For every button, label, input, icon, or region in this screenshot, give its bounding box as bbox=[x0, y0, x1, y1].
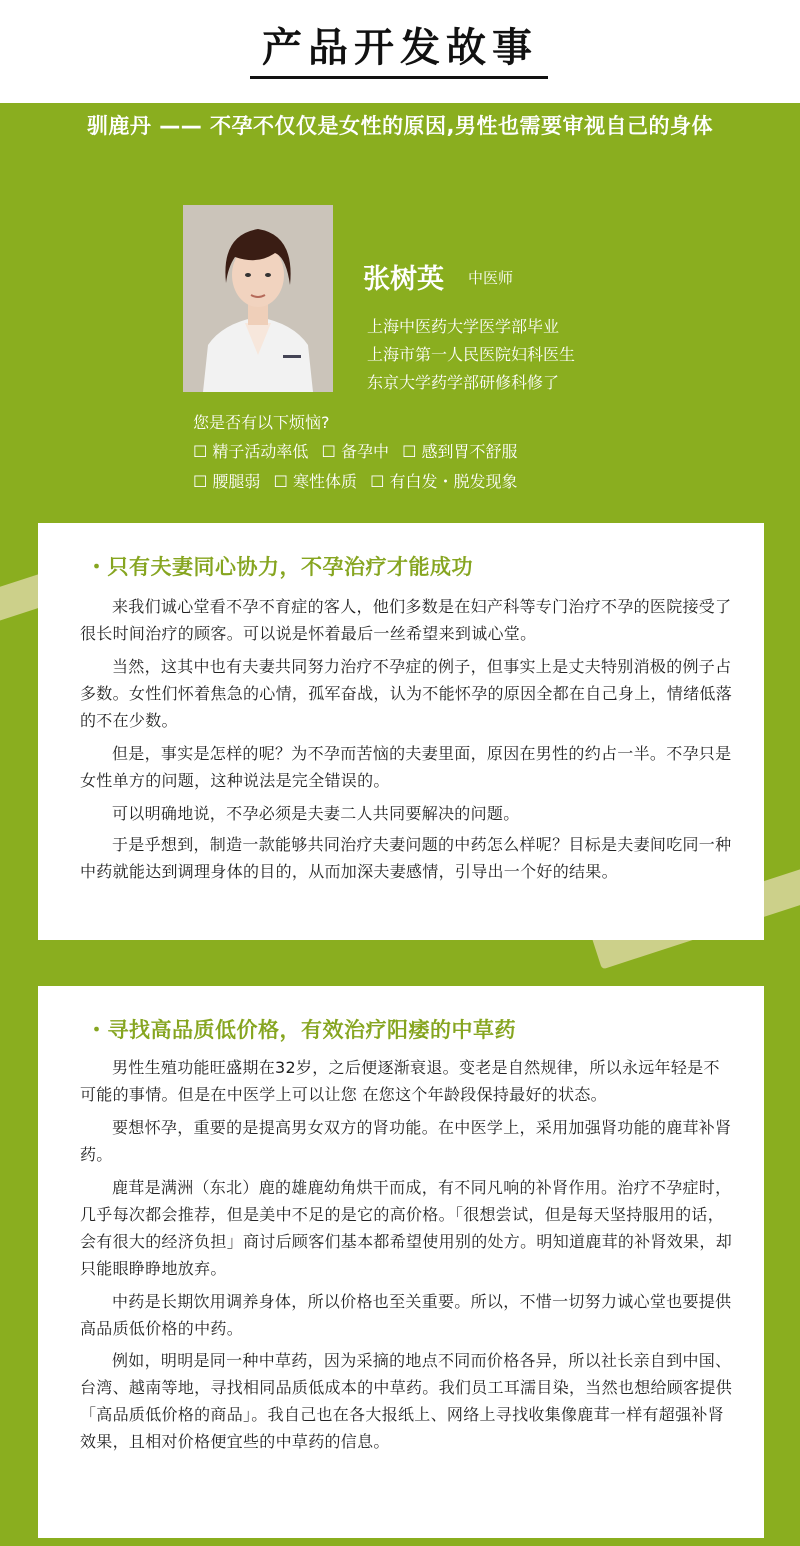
doctor-portrait-image bbox=[183, 205, 333, 392]
concern-options-row-2 bbox=[193, 469, 526, 492]
doctor-credential: 东京大学药学部研修科修了 bbox=[367, 373, 560, 392]
concern-option: ☐ 腰腿弱 bbox=[193, 472, 261, 491]
concern-options-row-1 bbox=[193, 439, 526, 462]
section-card-herbs bbox=[38, 986, 764, 1538]
section-paragraph: 来我们诚心堂看不孕不育症的客人，他们多数是在妇产科等专门治疗不孕的医院接受了很长时间治疗的顾客。可以说是怀着最后一丝希望来到诚心堂。 bbox=[80, 597, 732, 643]
doctor-credential: 上海市第一人民医院妇科医生 bbox=[367, 345, 576, 364]
page-header bbox=[0, 0, 800, 103]
doctor-title: 中医师 bbox=[468, 269, 514, 287]
section-paragraph: 例如，明明是同一种中草药，因为采摘的地点不同而价格各异，所以社长亲自到中国、台湾、越南等地，寻找相同品质低成本的中草药。我们员工耳濡目染，当然也想给顾客提供「高品质低价格的商品」。我自己也在各大报纸上、网络上寻找收集像鹿茸一样有超强补肾效果，且相对价格便宜些的中草药的信息。 bbox=[80, 1351, 733, 1451]
title-underline bbox=[250, 76, 548, 79]
concern-question: 您是否有以下烦恼? bbox=[193, 413, 330, 432]
concern-option: ☐ 有白发・脱发现象 bbox=[370, 472, 518, 491]
concern-option: ☐ 寒性体质 bbox=[273, 472, 357, 491]
section-paragraph: 于是乎想到，制造一款能够共同治疗夫妻问题的中药怎么样呢？目标是夫妻间吃同一种中药就能达到调理身体的目的，从而加深夫妻感情，引导出一个好的结果。 bbox=[80, 835, 732, 881]
section-paragraph: 但是，事实是怎样的呢？为不孕而苦恼的夫妻里面，原因在男性的约占一半。不孕只是女性单方的问题，这种说法是完全错误的。 bbox=[80, 744, 732, 790]
concern-option: ☐ 精子活动率低 bbox=[193, 442, 309, 461]
section-paragraph: 鹿茸是满洲（东北）鹿的雄鹿幼角烘干而成，有不同凡响的补肾作用。治疗不孕症时，几乎每次都会推荐，但是美中不足的是它的高价格。「很想尝试，但是每天坚持服用的话，会有很大的经济负担」商讨后顾客们基本都希望使用别的处方。明知道鹿茸的补肾效果，却只能眼睁睁地放弃。 bbox=[80, 1178, 733, 1278]
section-card-couples bbox=[38, 523, 764, 940]
doctor-name: 张树英 bbox=[363, 264, 444, 295]
concern-option: ☐ 备孕中 bbox=[321, 442, 389, 461]
page-title: 产品开发故事 bbox=[262, 25, 538, 71]
green-background bbox=[0, 103, 800, 1546]
subtitle-banner: 驯鹿丹 —— 不孕不仅仅是女性的原因,男性也需要审视自己的身体 bbox=[86, 114, 714, 138]
section-paragraph: 当然，这其中也有夫妻共同努力治疗不孕症的例子，但事实上是丈夫特别消极的例子占多数。女性们怀着焦急的心情，孤军奋战，认为不能怀孕的原因全都在自己身上，情绪低落的不在少数。 bbox=[80, 657, 733, 730]
concern-option: ☐ 感到胃不舒服 bbox=[402, 442, 518, 461]
section-paragraph: 中药是长期饮用调养身体，所以价格也至关重要。所以，不惜一切努力诚心堂也要提供高品质低价格的中药。 bbox=[80, 1292, 732, 1338]
section-heading: ・只有夫妻同心协力，不孕治疗才能成功 bbox=[86, 555, 473, 579]
section-paragraph: 要想怀孕，重要的是提高男女双方的肾功能。在中医学上，采用加强肾功能的鹿茸补肾药。 bbox=[80, 1118, 732, 1164]
section-heading: ・寻找高品质低价格，有效治疗阳痿的中草药 bbox=[86, 1018, 516, 1042]
doctor-credential: 上海中医药大学医学部毕业 bbox=[367, 317, 560, 336]
section-paragraph: 男性生殖功能旺盛期在32岁，之后便逐渐衰退。变老是自然规律，所以永远年轻是不可能的事情。但是在中医学上可以让您 在您这个年龄段保持最好的状态。 bbox=[80, 1058, 720, 1104]
section-paragraph: 可以明确地说，不孕必须是夫妻二人共同要解决的问题。 bbox=[112, 804, 520, 823]
doctor-photo bbox=[183, 205, 333, 392]
